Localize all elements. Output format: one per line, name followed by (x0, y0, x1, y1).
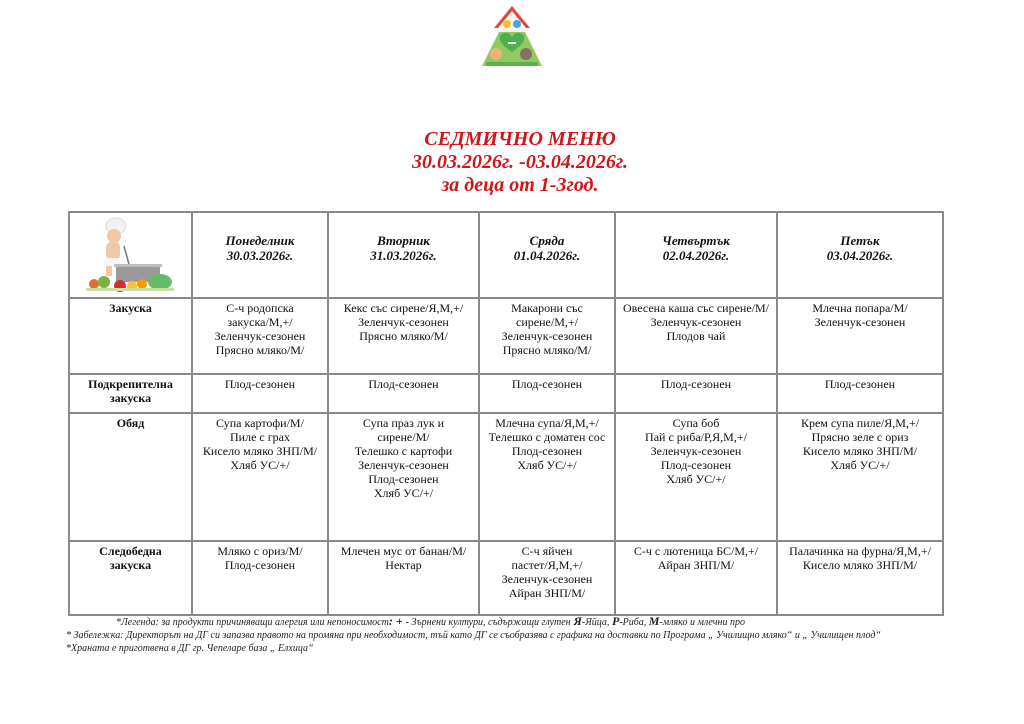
footnotes (66, 615, 986, 655)
menu-cell (192, 298, 328, 374)
dish-item: Айран ЗНП/М/ (657, 558, 735, 572)
dish-item: С-ч яйчен (521, 544, 573, 558)
dish-item: Кекс със сирене/Я,М,+/ (343, 301, 464, 315)
allergen-legend: *Легенда: за продукти причиняващи алергия или непоносимост: + - Зърнени култури, съдържащи глутен Я-Яйца, Р-Риба, М-мляко и млечни про (116, 614, 745, 628)
dish-item: Крем супа пиле/Я,М,+/ (800, 416, 920, 430)
menu-cell (328, 298, 479, 374)
dish-item: Хляб УС/+/ (830, 458, 890, 472)
dish-item: Плод-сезонен (511, 444, 583, 458)
weekly-menu-table (68, 211, 944, 616)
meal-row (69, 413, 943, 541)
dish-item: Зеленчук-сезонен (358, 315, 449, 329)
menu-cell (328, 374, 479, 413)
meal-row (69, 541, 943, 615)
menu-cell (479, 413, 615, 541)
dish-item: Плод-сезонен (511, 377, 583, 391)
dish-item: Плод-сезонен (224, 377, 296, 391)
menu-cell (479, 541, 615, 615)
dish-item: Плод-сезонен (224, 558, 296, 572)
day-header-tuesday: Вторник 31.03.2026г. (328, 212, 479, 298)
dish-item: Плод-сезонен (660, 377, 732, 391)
dish-item: Млечен мус от банан/М/ (340, 544, 467, 558)
dish-item: Пиле с грах (230, 430, 290, 444)
dish-item: Айран ЗНП/М/ (508, 586, 586, 600)
meal-label: Обяд (69, 413, 192, 541)
dish-item: Млечна супа/Я,М,+/ (495, 416, 599, 430)
dish-item: Зеленчук-сезонен (650, 315, 742, 329)
dish-item: Зеленчук-сезонен (214, 329, 306, 343)
dish-item: Прясно мляко/М/ (502, 343, 592, 357)
table-header-row (69, 212, 943, 298)
meal-label: Следобедна закуска (69, 541, 192, 615)
meal-label: Подкрепителна закуска (69, 374, 192, 413)
dish-item: сирене/М,+/ (516, 315, 578, 329)
dish-item: пастет/Я,М,+/ (511, 558, 583, 572)
dish-item: Пай с риба/Р,Я,М,+/ (645, 430, 747, 444)
day-header-friday: Петък 03.04.2026г. (777, 212, 943, 298)
meal-row (69, 298, 943, 374)
dish-item: Зеленчук-сезонен (650, 444, 742, 458)
dish-item: Плод-сезонен (660, 458, 732, 472)
dish-item: Кисело мляко ЗНП/М/ (802, 558, 918, 572)
date-range: 30.03.2026г. -03.04.2026г. (412, 151, 628, 173)
dish-item: Мляко с ориз/М/ (217, 544, 303, 558)
menu-cell (479, 298, 615, 374)
header-image-cell (69, 212, 192, 298)
dish-item: Кисело мляко ЗНП/М/ (202, 444, 318, 458)
remark-note: * Забележка: Директорът на ДГ си запазва правото на промяна при необходимост, тъй като ДГ се съобразява с графика на доставки по Програма „ Училищно мляко“ и „ Училищен плод“ (66, 630, 881, 641)
day-header-thursday: Четвъртък 02.04.2026г. (615, 212, 777, 298)
dish-item: Плод-сезонен (368, 472, 439, 486)
dish-item: Супа картофи/М/ (216, 416, 304, 430)
dish-item: Зеленчук-сезонен (501, 329, 593, 343)
menu-cell (479, 374, 615, 413)
menu-cell (192, 541, 328, 615)
menu-cell (328, 541, 479, 615)
dish-item: Кисело мляко ЗНП/М/ (802, 444, 918, 458)
dish-item: Хляб УС/+/ (230, 458, 290, 472)
baby-chef-icon (76, 216, 186, 294)
menu-cell (615, 298, 777, 374)
day-header-monday: Понеделник 30.03.2026г. (192, 212, 328, 298)
menu-cell (777, 298, 943, 374)
dish-item: Хляб УС/+/ (373, 486, 434, 500)
age-group: за деца от 1-3год. (441, 174, 599, 196)
dish-item: Прясно зеле с ориз (811, 430, 909, 444)
dish-item: С-ч родопска (226, 301, 294, 315)
dish-item: Плод-сезонен (368, 377, 439, 391)
dish-item: Зеленчук-сезонен (814, 315, 906, 329)
dish-item: Телешко с доматен сос (488, 430, 606, 444)
menu-cell (328, 413, 479, 541)
menu-cell (777, 413, 943, 541)
dish-item: Прясно мляко/М/ (215, 343, 305, 357)
dish-item: закуска/М,+/ (227, 315, 293, 329)
page-title: СЕДМИЧНО МЕНЮ (424, 128, 616, 150)
tree-house-logo-icon (474, 2, 550, 70)
menu-cell (615, 541, 777, 615)
dish-item: Хляб УС/+/ (517, 458, 577, 472)
kindergarten-logo (474, 2, 550, 70)
dish-item: Млечна попара/М/ (812, 301, 908, 315)
day-header-wednesday: Сряда 01.04.2026г. (479, 212, 615, 298)
dish-item: Плод-сезонен (824, 377, 896, 391)
kitchen-note: *Храната е приготвена в ДГ гр. Чепеларе база „ Елхица“ (66, 643, 314, 654)
menu-cell (777, 374, 943, 413)
dish-item: С-ч с лютеница БС/М,+/ (633, 544, 759, 558)
dish-item: Нектар (385, 558, 422, 572)
menu-title-block (300, 128, 740, 197)
dish-item: Зеленчук-сезонен (501, 572, 593, 586)
menu-cell (615, 374, 777, 413)
dish-item: Палачинка на фурна/Я,М,+/ (789, 544, 931, 558)
menu-cell (777, 541, 943, 615)
meal-label: Закуска (69, 298, 192, 374)
dish-item: Плодов чай (666, 329, 726, 343)
dish-item: Овесена каша със сирене/М/ (623, 301, 769, 315)
dish-item: Хляб УС/+/ (666, 472, 726, 486)
dish-item: Зеленчук-сезонен (358, 458, 449, 472)
dish-item: Супа праз лук и (362, 416, 445, 430)
menu-cell (192, 413, 328, 541)
menu-cell (192, 374, 328, 413)
dish-item: Телешко с картофи (354, 444, 453, 458)
dish-item: Прясно мляко/М/ (359, 329, 448, 343)
dish-item: Макарони със (511, 301, 583, 315)
dish-item: Супа боб (672, 416, 720, 430)
dish-item: сирене/М/ (377, 430, 430, 444)
meal-row (69, 374, 943, 413)
menu-cell (615, 413, 777, 541)
